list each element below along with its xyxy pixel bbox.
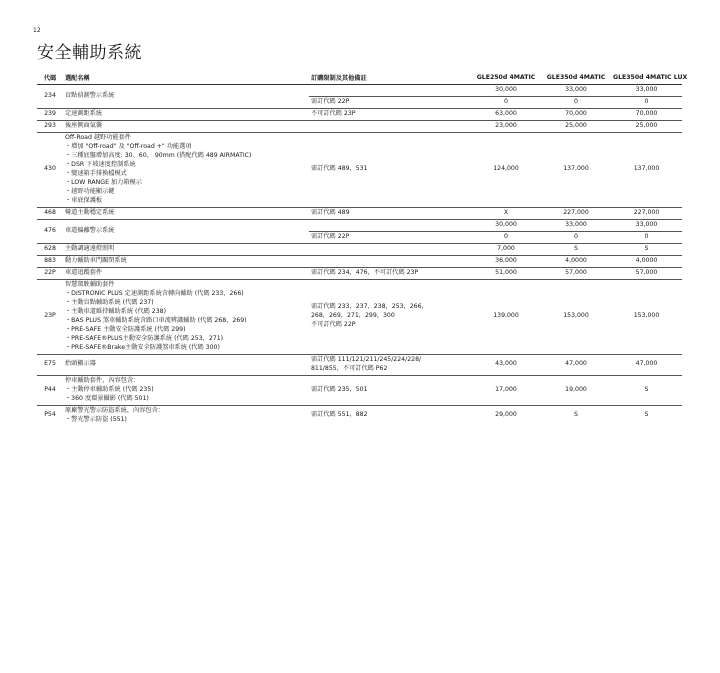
price-model-1: 36,000: [471, 255, 541, 267]
option-note: 需訂代碼 551，882: [311, 411, 368, 418]
price-model-2: 25,000: [541, 120, 611, 132]
price-model-1: 63,000: [471, 108, 541, 120]
price-model-1: 23,000: [471, 120, 541, 132]
option-note: 需訂代碼 22P: [309, 231, 471, 243]
description-line: 智慧駕駛輔助套件: [65, 280, 115, 288]
price-model-2: 137,000: [541, 132, 611, 207]
option-note: 需訂代碼 489: [309, 207, 471, 219]
table-row: [37, 243, 682, 255]
option-note: 需訂代碼 489，531: [309, 132, 471, 207]
option-name: 後座側面氣囊: [63, 120, 309, 132]
description-line: ・越野功能顯示鍵: [65, 187, 115, 195]
description-line: ・LOW RANGE 加力箱模示: [65, 178, 142, 186]
option-description: [63, 132, 309, 207]
price-model-1: 30,000: [471, 219, 541, 231]
price-model-2: 33,000: [541, 219, 611, 231]
option-name: 動力輔助車門關閉系統: [63, 255, 309, 267]
option-note: [309, 243, 471, 255]
header-code: 代碼: [37, 71, 63, 85]
option-code: E75: [37, 354, 63, 375]
price-model-3: S: [611, 243, 682, 255]
option-code: 468: [37, 207, 63, 219]
description-line: ・主動車道維持輔助系統 (代碼 238): [65, 307, 167, 315]
option-description: [63, 405, 309, 425]
header-note: 訂購限制及其他備註: [309, 71, 471, 85]
table-row: [37, 120, 682, 132]
table-row: [37, 207, 682, 219]
description-line: ・DSR 下坡速度控制系統: [65, 160, 136, 168]
price-model-1: 124,000: [471, 132, 541, 207]
table-row: [37, 219, 682, 231]
option-note: [309, 255, 471, 267]
option-note: [309, 120, 471, 132]
price-model-3: 25,000: [611, 120, 682, 132]
option-name: 定速測距系統: [63, 108, 309, 120]
price-model-3: 33,000: [611, 219, 682, 231]
price-model-2: 33,000: [541, 85, 611, 97]
table-row: [37, 108, 682, 120]
price-model-2: 70,000: [541, 108, 611, 120]
price-model-2: 57,000: [541, 267, 611, 279]
description-line: ・DISTRONIC PLUS 定速測距系統含轉向輔助 (代碼 233，266): [65, 289, 244, 297]
page-number: 12: [33, 27, 41, 34]
price-model-2: 0: [541, 231, 611, 243]
price-model-3: 227,000: [611, 207, 682, 219]
option-code: 883: [37, 255, 63, 267]
option-code: 430: [37, 132, 63, 207]
header-model-2: GLE350d 4MATIC: [541, 71, 611, 85]
note-line: 不可訂代碼 22P: [311, 321, 356, 329]
option-code: 476: [37, 219, 63, 243]
note-line: 268，269，271，299，300: [311, 312, 395, 320]
option-note: 需訂代碼 234，476，不可訂代碼 23P: [309, 267, 471, 279]
price-model-3: S: [611, 375, 682, 405]
option-note: [309, 85, 471, 97]
price-model-3: 70,000: [611, 108, 682, 120]
option-name: 抬頭顯示器: [63, 354, 309, 375]
option-code: 293: [37, 120, 63, 132]
price-model-2: 0: [541, 96, 611, 108]
description-line: ・360 度環景攝影 (代碼 501): [65, 394, 149, 402]
price-model-2: S: [574, 411, 578, 418]
price-model-2: 153,000: [541, 279, 611, 354]
price-model-1: 0: [471, 231, 541, 243]
table-row: [37, 132, 682, 207]
option-note: [309, 219, 471, 231]
price-model-1: 139,000: [471, 279, 541, 354]
price-model-3: 4,0000: [611, 255, 682, 267]
price-model-2: 19,000: [541, 375, 611, 405]
price-model-1: X: [471, 207, 541, 219]
option-code: 239: [37, 108, 63, 120]
option-note: 需訂代碼 22P: [309, 96, 471, 108]
price-model-1: 43,000: [471, 354, 541, 375]
description-line: ・增加 "Off-road" 及 "Off-road +" 功能選項: [65, 142, 192, 150]
description-line: Off-Road 越野功能套件: [65, 133, 131, 141]
price-model-2: S: [541, 243, 611, 255]
table-row: [37, 85, 682, 97]
option-name: 車道偏離警示系統: [63, 219, 309, 243]
description-line: ・PRE-SAFE®Brake主動安全防護煞車系統 (代碼 300): [65, 343, 220, 351]
header-model-1: GLE250d 4MATIC: [471, 71, 541, 85]
option-name: 彎道主動穩定系統: [63, 207, 309, 219]
description-line: ・車底保護板: [65, 196, 103, 204]
price-model-1: 29,000: [495, 411, 517, 418]
description-line: ・變速箱手排換檔模式: [65, 169, 127, 177]
price-model-1: 51,000: [471, 267, 541, 279]
note-line: 需訂代碼 233，237，238，253，266，: [311, 303, 428, 311]
option-note: 需訂代碼 235，501: [309, 375, 471, 405]
option-code: P54: [44, 411, 56, 418]
option-description: [63, 375, 309, 405]
table-row: [37, 375, 682, 405]
option-note: [309, 279, 471, 354]
option-name: 盲點偵測警示系統: [63, 85, 309, 109]
options-table: [37, 71, 688, 425]
price-model-1: 30,000: [471, 85, 541, 97]
description-line: ・PRE-SAFE 主動安全防護系統 (代碼 299): [65, 325, 186, 333]
page-title: 安全輔助系統: [37, 43, 142, 63]
option-code: 628: [37, 243, 63, 255]
description-line: 停車輔助套件，內容包含：: [65, 376, 140, 384]
description-line: ・警光警示防盜 (551): [65, 415, 127, 423]
note-line: 需訂代碼 111/121/211/245/224/228/: [311, 355, 422, 363]
description-line: ・主動停車輔助系統 (代碼 235): [65, 385, 154, 393]
price-model-2: 227,000: [541, 207, 611, 219]
table-row: [37, 405, 682, 425]
table-row: [37, 255, 682, 267]
description-line: ・PRE-SAFE®PLUS主動安全防護系統 (代碼 253，271): [65, 334, 224, 342]
option-note: [309, 354, 471, 375]
price-model-3: 0: [611, 231, 682, 243]
description-line: ・主動盲點輔助系統 (代碼 237): [65, 298, 154, 306]
price-model-3: 57,000: [611, 267, 682, 279]
price-model-3: 0: [611, 96, 682, 108]
price-model-3: 153,000: [611, 279, 682, 354]
price-model-1: 17,000: [471, 375, 541, 405]
price-model-3: 137,000: [611, 132, 682, 207]
option-code: 22P: [37, 267, 63, 279]
option-note: 不可訂代碼 23P: [309, 108, 471, 120]
option-code: P44: [37, 375, 63, 405]
price-model-2: 47,000: [541, 354, 611, 375]
note-line: 811/855，不可訂代碼 P62: [311, 364, 388, 372]
table-row: [37, 354, 682, 375]
price-model-1: 7,000: [471, 243, 541, 255]
description-line: 原廠警光警示防盜系統，內容包含：: [65, 406, 164, 414]
table-row: [37, 279, 682, 354]
option-name: 主動調適遠燈照明: [63, 243, 309, 255]
description-line: ・BAS PLUS 煞車輔助系統含路口車流辨識輔助 (代碼 268，269): [65, 316, 247, 324]
price-model-1: 0: [471, 96, 541, 108]
table-header-row: [37, 71, 682, 85]
price-model-3: S: [644, 411, 649, 418]
price-model-3: 33,000: [611, 85, 682, 97]
option-description: [63, 279, 309, 354]
header-model-3: GLE350d 4MATIC LUX: [611, 71, 682, 85]
table-row: [37, 267, 682, 279]
header-name: 選配名稱: [63, 71, 309, 85]
option-code: 234: [37, 85, 63, 109]
price-model-3: 47,000: [611, 354, 682, 375]
price-model-2: 4,0000: [541, 255, 611, 267]
description-line: ・三種底盤增加高度: 30、60、 90mm (搭配代碼 489 AIRMATIC): [65, 151, 252, 159]
option-name: 車道追蹤套件: [63, 267, 309, 279]
option-code: 23P: [37, 279, 63, 354]
